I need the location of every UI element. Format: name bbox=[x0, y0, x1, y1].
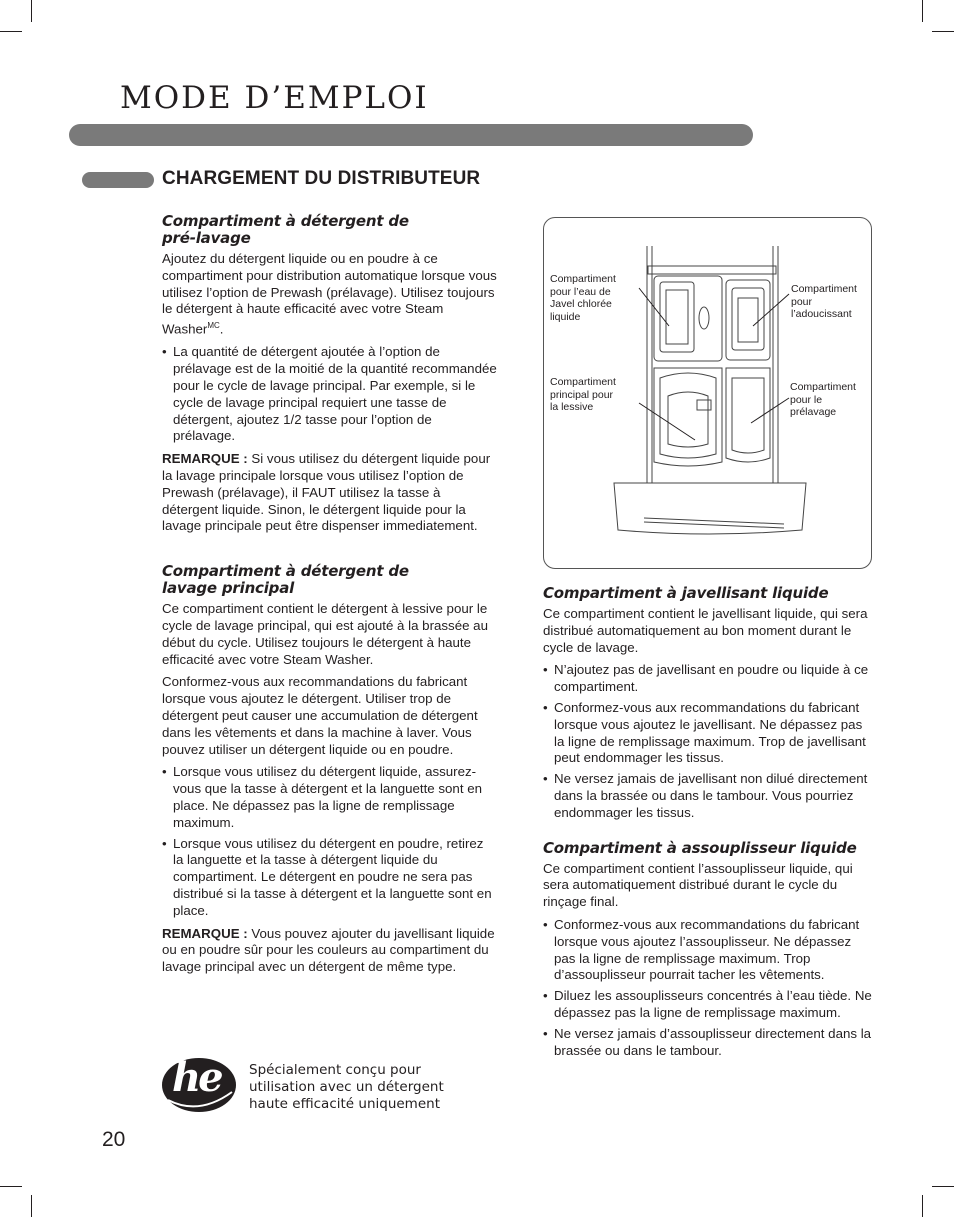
prewash-bullets bbox=[162, 344, 497, 445]
list-item: • Ne versez jamais de javellisant non dilué directement dans la brassée ou dans le tambour. Vous pourriez endommager les tissus. bbox=[543, 771, 875, 821]
dispenser-diagram bbox=[543, 217, 872, 569]
crop-mark bbox=[932, 31, 954, 32]
main-wash-note: REMARQUE : Vous pouvez ajouter du javellisant liquide ou en poudre sûr pour les couleurs au compartiment du lavage principal avec un détergent de même type. bbox=[162, 925, 495, 975]
prewash-intro: Ajoutez du détergent liquide ou en poudre à ce compartiment pour distribution automatique lorsque vous utilisez l’option de Prewash (prélavage). Utilisez toujours le détergent à haute efficacité avec votre Steam Washer$^{MC}$. bbox=[162, 251, 497, 337]
section-marker bbox=[82, 172, 154, 188]
list-item: • Diluez les assouplisseurs concentrés à l’eau tiède. Ne dépassez pas la ligne de remplissage maximum. bbox=[543, 988, 875, 1022]
softener-intro: Ce compartiment contient l’assouplisseur liquide, qui sera automatiquement distribué durant le cycle du rinçage final. bbox=[543, 860, 853, 910]
list-item: • Conformez-vous aux recommandations du fabricant lorsque vous ajoutez l’assouplisseur. Ne dépassez pas la ligne de remplissage maximum. Trop d’assouplisseur pourrait tacher les vêtements. bbox=[543, 917, 875, 984]
left-column bbox=[162, 213, 497, 982]
he-badge-text: Spécialement conçu pour utilisation avec un détergent haute efficacité uniquement bbox=[249, 1062, 444, 1112]
header-bar bbox=[69, 124, 753, 146]
list-item: • Ne versez jamais d’assouplisseur directement dans la brassée ou dans le tambour. bbox=[543, 1026, 875, 1060]
softener-bullets bbox=[543, 917, 875, 1059]
page-title: MODE D’EMPLOI bbox=[120, 80, 429, 116]
list-item: • Conformez-vous aux recommandations du fabricant lorsque vous ajoutez le javellisant. Ne dépassez pas la ligne de remplissage maximum. Trop de javellisant peut endommager les tissus. bbox=[543, 700, 875, 767]
list-item: • N’ajoutez pas de javellisant en poudre ou liquide à ce compartiment. bbox=[543, 662, 875, 696]
crop-mark bbox=[0, 1186, 22, 1187]
label-prewash-compartment: Compartiment pour le prélavage bbox=[790, 381, 856, 418]
label-softener-compartment: Compartiment pour l’adoucissant bbox=[791, 283, 857, 320]
section-title: CHARGEMENT DU DISTRIBUTEUR bbox=[162, 168, 481, 189]
bleach-bullets bbox=[543, 662, 875, 821]
crop-mark bbox=[31, 0, 32, 22]
he-logo bbox=[160, 1056, 238, 1114]
crop-mark bbox=[0, 31, 22, 32]
bleach-intro: Ce compartiment contient le javellisant liquide, qui sera distribué automatiquement au bon moment durant le cycle de lavage. bbox=[543, 606, 868, 655]
list-item: • Lorsque vous utilisez du détergent en poudre, retirez la languette et la tasse à détergent liquide du compartiment. Le détergent en poudre ne sera pas distribué si la tasse à détergent et la languette sont en place. bbox=[162, 836, 497, 920]
crop-mark bbox=[922, 0, 923, 22]
main-wash-bullets bbox=[162, 764, 497, 919]
main-wash-heading: Compartiment à détergent de lavage principal bbox=[162, 562, 409, 598]
prewash-note: REMARQUE : Si vous utilisez du détergent liquide pour la lavage principale lorsque vous utilisez l’option de Prewash (prélavage), il FAUT utilisez la tasse à détergent liquide. Sinon, le détergent liquide pour la lavage principale peut être dispenser immediatement. bbox=[162, 451, 491, 534]
crop-mark bbox=[922, 1195, 923, 1217]
list-item: • Lorsque vous utilisez du détergent liquide, assurez-vous que la tasse à détergent et la languette sont en place. Ne dépassez pas la ligne de remplissage maximum. bbox=[162, 764, 497, 831]
main-wash-para2: Conformez-vous aux recommandations du fabricant lorsque vous ajoutez le détergent. Utiliser trop de détergent peut causer une accumulation de détergent dans les vêtements et dans la machine à laver. Vous pouvez utiliser un détergent liquide ou en poudre. bbox=[162, 674, 478, 757]
right-column bbox=[543, 585, 875, 1065]
softener-heading: Compartiment à assouplisseur liquide bbox=[543, 838, 857, 857]
crop-mark bbox=[31, 1195, 32, 1217]
prewash-heading: Compartiment à détergent de pré-lavage bbox=[162, 212, 409, 247]
label-bleach-compartment: Compartiment pour l’eau de Javel chlorée liquide bbox=[550, 273, 616, 323]
bleach-heading: Compartiment à javellisant liquide bbox=[543, 584, 829, 602]
main-wash-para1: Ce compartiment contient le détergent à lessive pour le cycle de lavage principal, qui est ajouté à la brassée au début du cycle. Utilisez toujours le détergent à haute efficacité avec votre Steam Washer. bbox=[162, 601, 488, 667]
page-number: 20 bbox=[102, 1128, 126, 1151]
label-main-compartment: Compartiment principal pour la lessive bbox=[550, 376, 616, 413]
he-logo-text: he bbox=[172, 1054, 221, 1101]
crop-mark bbox=[932, 1186, 954, 1187]
list-item: • La quantité de détergent ajoutée à l’option de prélavage est de la moitié de la quantité recommandée pour le cycle de lavage principal. Par exemple, si le cycle de lavage principal requiert une tasse de détergent, ajoutez 1/2 tasse pour l’option de prélavage. bbox=[162, 344, 497, 445]
